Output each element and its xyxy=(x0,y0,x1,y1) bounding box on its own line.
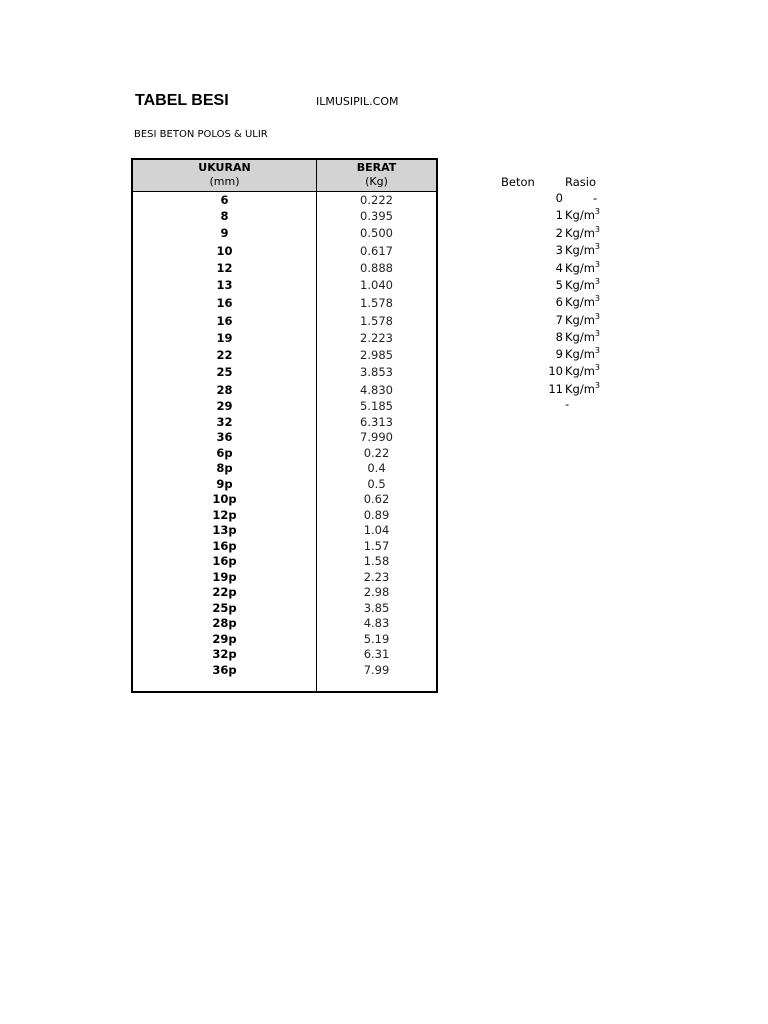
ratio-unit-base: Kg/m xyxy=(565,313,595,327)
row-size: 13p xyxy=(212,523,237,537)
table-row xyxy=(133,398,436,414)
ratio-unit-base: Kg/m xyxy=(565,330,595,344)
table-header xyxy=(133,160,436,192)
ratio-unit xyxy=(565,346,600,362)
ratio-row xyxy=(0,242,768,258)
table-row xyxy=(133,414,436,430)
row-size: 22 xyxy=(216,348,233,362)
row-weight: 0.22 xyxy=(363,446,390,460)
ratio-unit-exp: 3 xyxy=(594,329,601,338)
row-size: 12p xyxy=(212,508,237,522)
ratio-unit-exp: 3 xyxy=(594,260,601,269)
ratio-unit-exp: 3 xyxy=(594,225,601,234)
ratio-unit-base: Kg/m xyxy=(565,295,595,309)
header-size xyxy=(133,161,316,189)
row-weight: 4.83 xyxy=(363,616,390,630)
row-size: 12 xyxy=(216,261,233,275)
row-size: 9 xyxy=(220,226,229,240)
row-size: 16 xyxy=(216,296,233,310)
ratio-number: 0 xyxy=(555,191,563,205)
ratio-unit-exp: 3 xyxy=(594,363,601,372)
row-size: 8 xyxy=(220,209,229,223)
ratio-dash: - xyxy=(593,191,598,205)
row-weight: 2.98 xyxy=(363,585,390,599)
ratio-number: 10 xyxy=(548,364,563,378)
ratio-unit xyxy=(565,294,600,310)
row-weight: 0.5 xyxy=(367,477,386,491)
ratio-number: 2 xyxy=(555,226,563,240)
ratio-unit-base: Kg/m xyxy=(565,261,595,275)
header-size-title: UKURAN xyxy=(198,161,251,174)
row-weight: 1.578 xyxy=(360,314,393,328)
row-size: 10 xyxy=(216,244,233,258)
ratio-number: 9 xyxy=(555,347,563,361)
ratio-row xyxy=(0,225,768,241)
table-row xyxy=(133,429,436,445)
ratio-number: 11 xyxy=(548,382,563,396)
row-weight: 0.395 xyxy=(360,209,393,223)
ratio-unit xyxy=(565,312,600,328)
page-subtitle: BESI BETON POLOS & ULIR xyxy=(134,129,268,140)
ratio-unit-base: Kg/m xyxy=(565,226,595,240)
row-size: 16 xyxy=(216,314,233,328)
ratio-unit-exp: 3 xyxy=(594,381,601,390)
row-weight: 6.313 xyxy=(360,415,393,429)
row-weight: 1.578 xyxy=(360,296,393,310)
ratio-unit-base: Kg/m xyxy=(565,208,595,222)
table-row xyxy=(133,553,436,569)
header-weight-unit: (Kg) xyxy=(365,175,388,188)
row-weight: 5.19 xyxy=(363,632,390,646)
ratio-row xyxy=(0,381,768,397)
header-weight-title: BERAT xyxy=(356,161,397,174)
row-size: 16p xyxy=(212,554,237,568)
ratio-number: 5 xyxy=(555,278,563,292)
row-weight: 0.500 xyxy=(360,226,393,240)
table-row xyxy=(133,460,436,476)
ratio-row xyxy=(0,190,768,206)
ratio-unit xyxy=(565,242,600,258)
row-size: 19p xyxy=(212,570,237,584)
row-size: 19 xyxy=(216,331,233,345)
row-size: 25 xyxy=(216,365,233,379)
ratio-unit xyxy=(565,381,600,397)
ratio-number: 3 xyxy=(555,243,563,257)
beton-label: Beton xyxy=(501,175,535,189)
ratio-unit xyxy=(565,329,600,345)
row-weight: 0.62 xyxy=(363,492,390,506)
row-size: 6p xyxy=(216,446,233,460)
row-weight: 7.99 xyxy=(363,663,390,677)
ratio-row xyxy=(0,294,768,310)
ratio-unit xyxy=(565,207,600,223)
row-weight: 0.888 xyxy=(360,261,393,275)
ratio-unit-exp: 3 xyxy=(594,294,601,303)
ratio-number: 6 xyxy=(555,295,563,309)
ratio-row xyxy=(0,329,768,345)
header-size-unit: (mm) xyxy=(209,175,240,188)
table-row xyxy=(133,491,436,507)
table-row xyxy=(133,584,436,600)
ratio-number: 1 xyxy=(555,208,563,222)
ratio-row xyxy=(0,346,768,362)
ratio-number: 7 xyxy=(555,313,563,327)
row-weight: 0.617 xyxy=(360,244,393,258)
row-size: 32 xyxy=(216,415,233,429)
row-size: 10p xyxy=(212,492,237,506)
ratio-unit-base: Kg/m xyxy=(565,382,595,396)
ratio-row xyxy=(0,363,768,379)
row-size: 36 xyxy=(216,430,233,444)
row-size: 29 xyxy=(216,399,233,413)
ratio-unit-base: Kg/m xyxy=(565,347,595,361)
row-weight: 7.990 xyxy=(360,430,393,444)
ratio-number: 4 xyxy=(555,261,563,275)
table-row xyxy=(133,476,436,492)
row-weight: 3.85 xyxy=(363,601,390,615)
row-size: 8p xyxy=(216,461,233,475)
row-weight: 3.853 xyxy=(360,365,393,379)
row-weight: 2.223 xyxy=(360,331,393,345)
table-row xyxy=(133,600,436,616)
row-weight: 0.222 xyxy=(360,193,393,207)
ratio-unit-exp: 3 xyxy=(594,346,601,355)
table-row xyxy=(133,569,436,585)
table-row xyxy=(133,615,436,631)
row-size: 9p xyxy=(216,477,233,491)
ratio-unit-exp: 3 xyxy=(594,312,601,321)
table-row xyxy=(133,646,436,662)
row-size: 32p xyxy=(212,647,237,661)
ratio-unit-exp: 3 xyxy=(594,207,601,216)
table-row xyxy=(133,507,436,523)
row-size: 16p xyxy=(212,539,237,553)
row-weight: 1.040 xyxy=(360,278,393,292)
row-weight: 0.89 xyxy=(363,508,390,522)
ratio-unit-base: Kg/m xyxy=(565,364,595,378)
page-title: TABEL BESI xyxy=(135,92,229,109)
ratio-unit-base: Kg/m xyxy=(565,278,595,292)
row-size: 13 xyxy=(216,278,233,292)
row-weight: 6.31 xyxy=(363,647,390,661)
ratio-unit-exp: 3 xyxy=(594,277,601,286)
ratio-row xyxy=(0,207,768,223)
ratio-number: 8 xyxy=(555,330,563,344)
table-row xyxy=(133,631,436,647)
row-size: 22p xyxy=(212,585,237,599)
header-weight xyxy=(317,161,436,189)
table-row xyxy=(133,445,436,461)
row-size: 28p xyxy=(212,616,237,630)
row-weight: 0.4 xyxy=(367,461,386,475)
row-weight: 2.23 xyxy=(363,570,390,584)
table-row xyxy=(133,522,436,538)
ratio-unit xyxy=(565,363,600,379)
ratio-unit-exp: 3 xyxy=(594,242,601,251)
ratio-row xyxy=(0,260,768,276)
ratio-unit xyxy=(565,225,600,241)
row-size: 29p xyxy=(212,632,237,646)
table-row xyxy=(133,538,436,554)
site-name: ILMUSIPIL.COM xyxy=(316,95,399,108)
row-size: 28 xyxy=(216,383,233,397)
ratio-end-dash: - xyxy=(565,397,570,411)
row-weight: 1.04 xyxy=(363,523,390,537)
ratio-row xyxy=(0,312,768,328)
row-size: 36p xyxy=(212,663,237,677)
ratio-unit xyxy=(565,277,600,293)
ratio-unit-base: Kg/m xyxy=(565,243,595,257)
row-weight: 1.57 xyxy=(363,539,390,553)
ratio-unit xyxy=(565,260,600,276)
ratio-row xyxy=(0,277,768,293)
row-weight: 4.830 xyxy=(360,383,393,397)
row-size: 6 xyxy=(220,193,229,207)
row-size: 25p xyxy=(212,601,237,615)
row-weight: 2.985 xyxy=(360,348,393,362)
row-weight: 5.185 xyxy=(360,399,393,413)
rasio-label: Rasio xyxy=(565,175,597,189)
table-row xyxy=(133,662,436,678)
row-weight: 1.58 xyxy=(363,554,390,568)
